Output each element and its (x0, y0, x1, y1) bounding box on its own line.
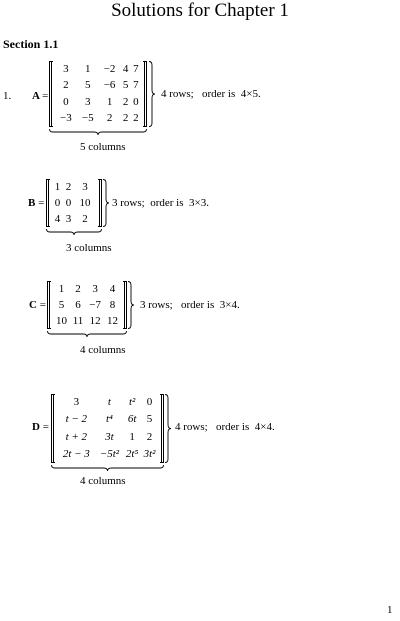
matrix-c-description: 3 rows; order is 3×4. (140, 299, 240, 311)
matrix-a-description: 4 rows; order is 4×5. (161, 88, 261, 100)
column-brace-d (51, 464, 164, 472)
row-brace-b (102, 179, 110, 227)
matrix-name: B = (28, 197, 45, 209)
matrix-name: D = (32, 421, 49, 433)
section-heading: Section 1.1 (3, 37, 59, 51)
page-title: Solutions for Chapter 1 (111, 0, 289, 21)
matrix-c-columns-label: 4 columns (80, 344, 126, 356)
matrix-a-columns-label: 5 columns (80, 141, 126, 153)
matrix-name: C = (29, 299, 46, 311)
row-brace-a (148, 61, 156, 127)
row-brace-c (127, 281, 135, 329)
matrix-a-grid: 3 1 −2 4 7 2 5 −6 5 7 0 3 1 2 0 −3 −5 2 2 2 (60, 62, 139, 125)
matrix-c (47, 281, 127, 329)
matrix-a (49, 61, 147, 127)
matrix-b (46, 179, 102, 227)
column-brace-a (49, 128, 147, 136)
column-brace-b (46, 228, 102, 236)
matrix-b-description: 3 rows; order is 3×3. (112, 197, 209, 209)
column-brace-c (47, 330, 127, 338)
matrix-b-grid: 1 2 3 0 0 10 4 3 2 (54, 180, 91, 225)
matrix-d-description: 4 rows; order is 4×4. (175, 421, 275, 433)
page-number: 1 (387, 604, 393, 616)
matrix-d (51, 394, 164, 463)
matrix-b-columns-label: 3 columns (66, 242, 112, 254)
matrix-name: A = (32, 90, 49, 102)
problem-number: 1. (3, 90, 12, 102)
matrix-d-grid: 3 t t² 0 t − 2 t⁴ 6t 5 t + 2 3t 1 2 2t − 3 −5t² 2t⁵ 3t² (62, 396, 156, 460)
matrix-c-grid: 1 2 3 4 5 6 −7 8 10 11 12 12 (55, 282, 119, 327)
matrix-d-columns-label: 4 columns (80, 475, 126, 487)
row-brace-d (164, 394, 172, 463)
